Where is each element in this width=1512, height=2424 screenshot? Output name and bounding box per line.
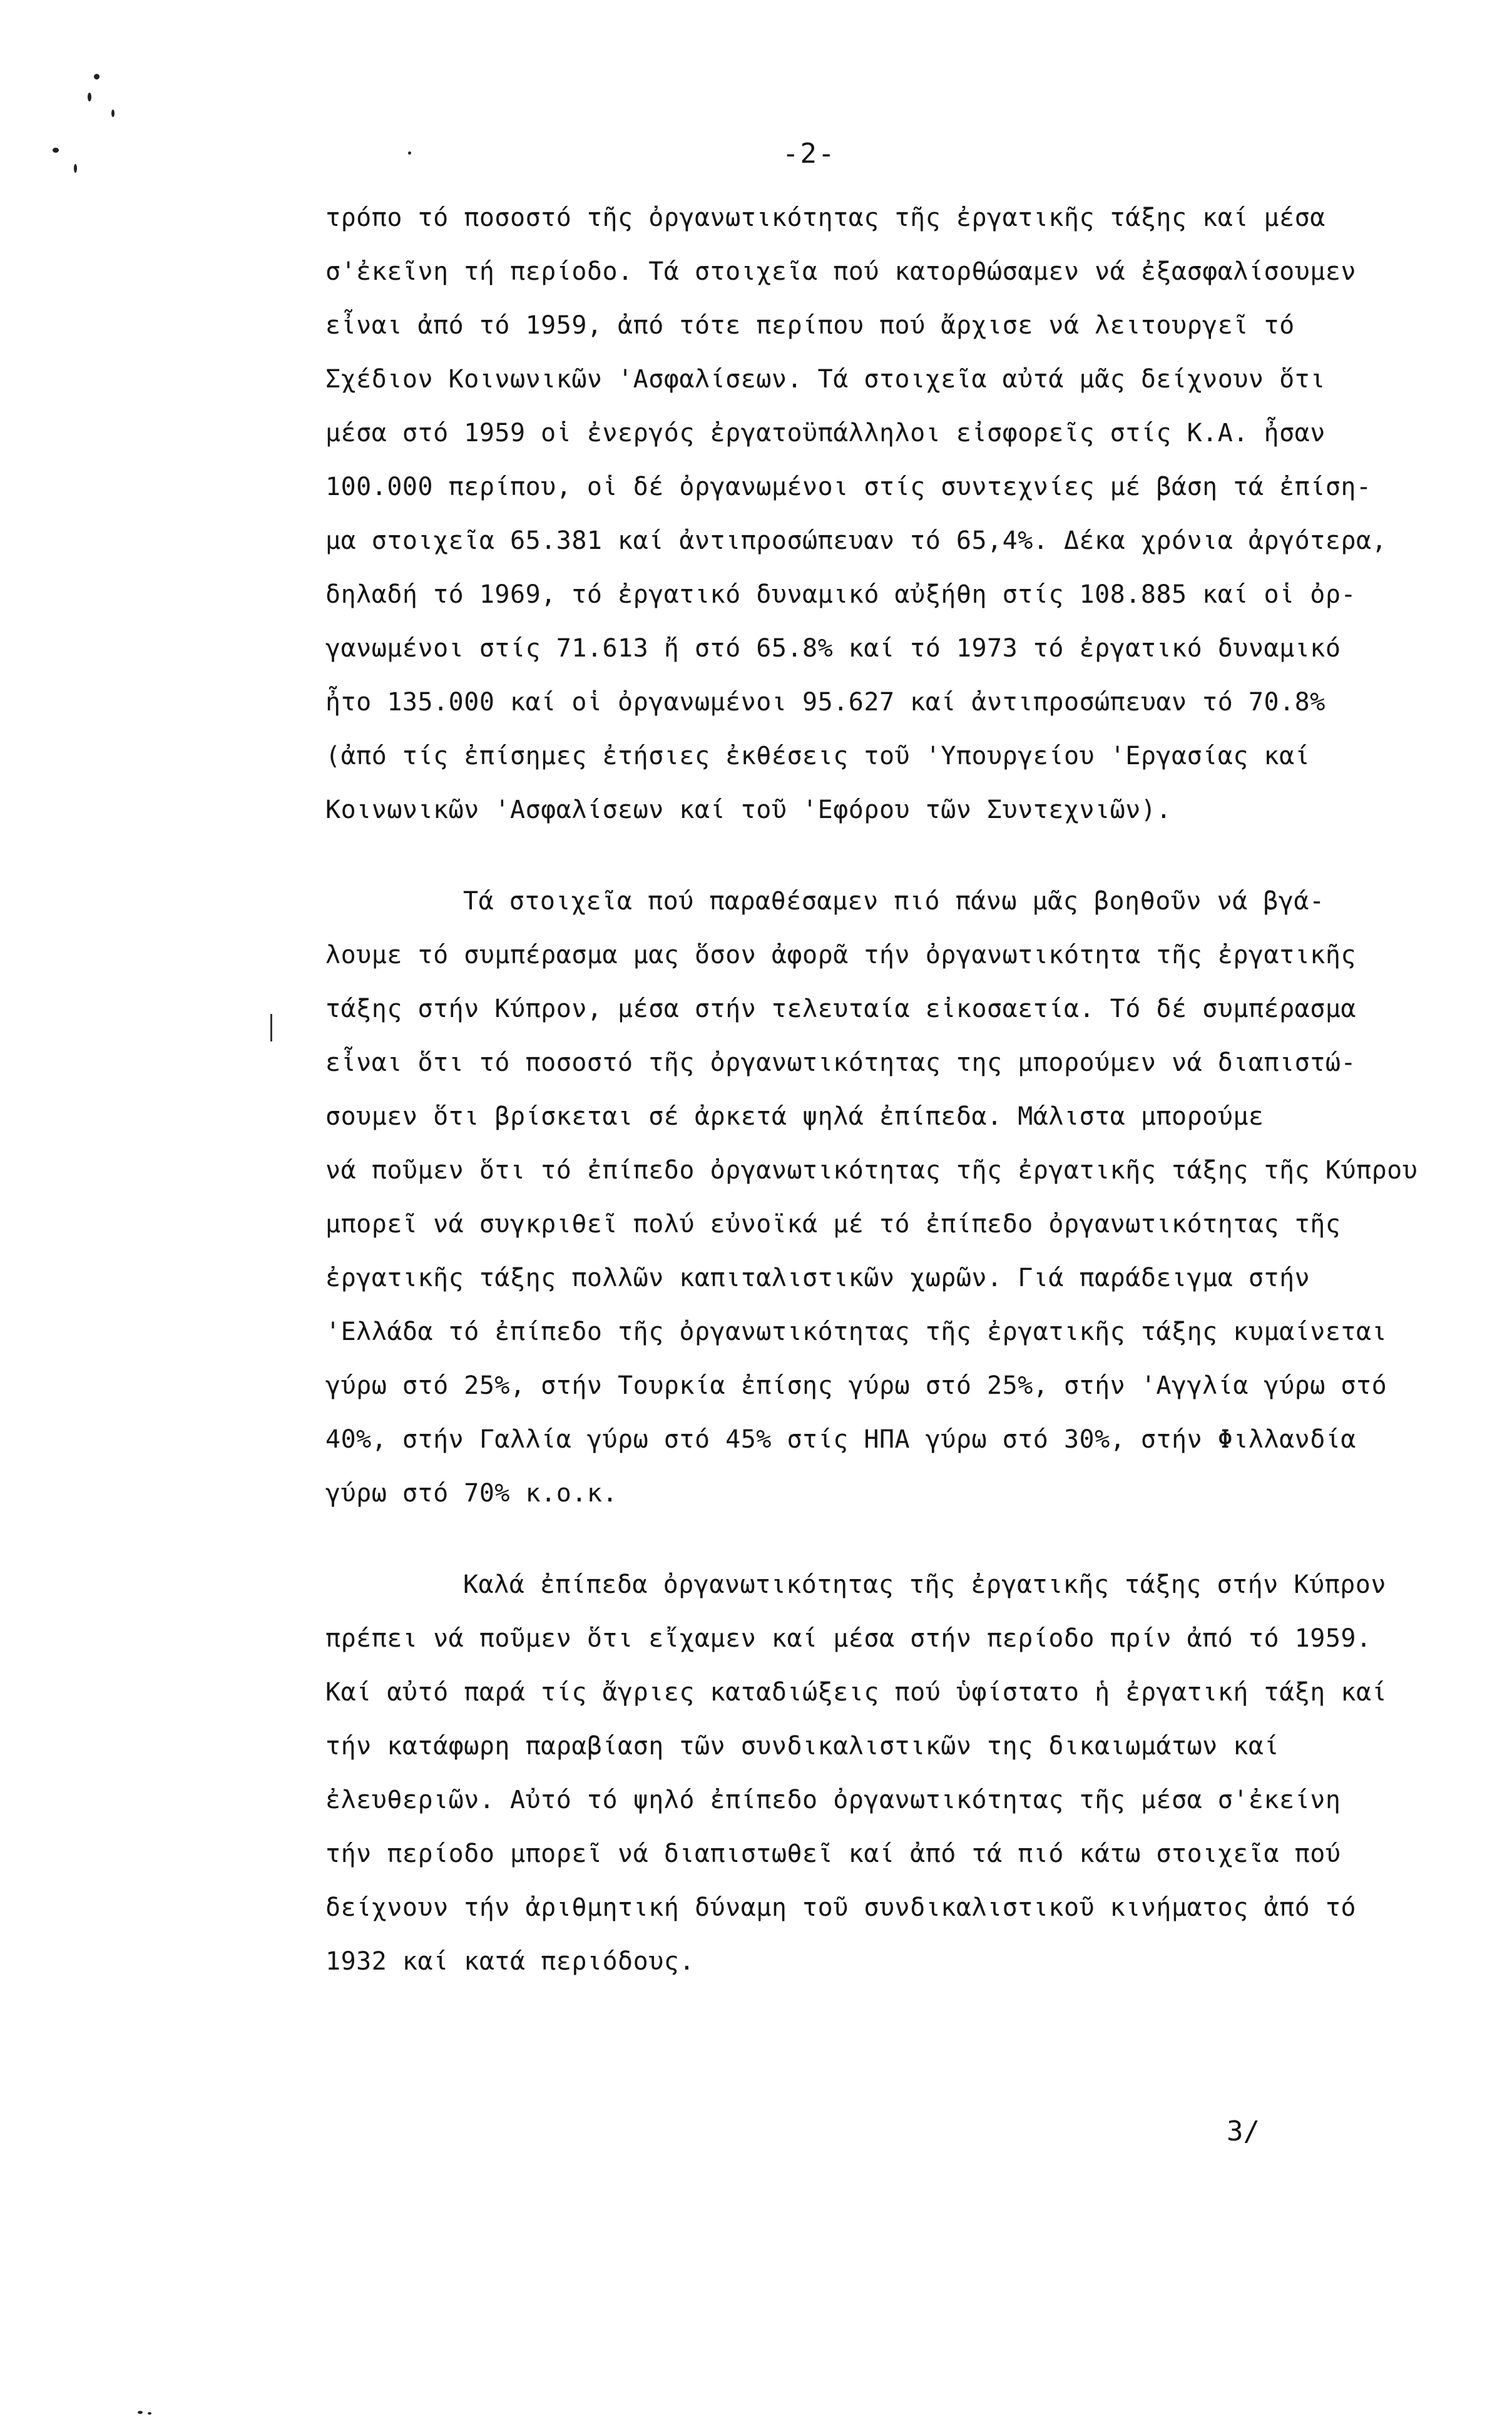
text-line: Σχέδιον Κοινωνικῶν 'Ασφαλίσεων. Τά στοιχεῖα αὐτά μᾶς δείχνουν ὅτι <box>325 365 1326 394</box>
body-text <box>325 191 1464 1988</box>
text-line: 'Ελλάδα τό ἐπίπεδο τῆς ὀργανωτικότητας τῆς ἐργατικῆς τάξης κυμαίνεται <box>325 1317 1387 1346</box>
text-line: ἐλευθεριῶν. Αὐτό τό ψηλό ἐπίπεδο ὀργανωτικότητας τῆς μέσα σ'ἐκείνη <box>325 1786 1341 1814</box>
text-line: 40%, στήν Γαλλία γύρω στό 45% στίς ΗΠΑ γύρω στό 30%, στήν Φιλλανδία <box>325 1425 1356 1454</box>
text-line: γύρω στό 25%, στήν Τουρκία ἐπίσης γύρω στό 25%, στήν 'Αγγλία γύρω στό <box>325 1371 1387 1400</box>
text-line: γύρω στό 70% κ.ο.κ. <box>325 1479 618 1508</box>
text-line: 1932 καί κατά περιόδους. <box>325 1947 695 1976</box>
next-page-marker: 3/ <box>1227 2115 1260 2147</box>
text-line: τάξης στήν Κύπρον, μέσα στήν τελευταία εἰκοσαετία. Τό δέ συμπέρασμα <box>325 995 1356 1023</box>
text-line: μέσα στό 1959 οἱ ἐνεργός ἐργατοϋπάλληλοι εἰσφορεῖς στίς Κ.Α. ἦσαν <box>325 419 1326 447</box>
text-line: ἦτο 135.000 καί οἱ ὀργανωμένοι 95.627 καί ἀντιπροσώπευαν τό 70.8% <box>325 688 1326 717</box>
text-line: (ἀπό τίς ἐπίσημες ἐτήσιες ἐκθέσεις τοῦ 'Υπουργείου 'Εργασίας καί <box>325 742 1310 770</box>
text-line: Καί αὐτό παρά τίς ἄγριες καταδιώξεις πού ὑφίστατο ἡ ἐργατική τάξη καί <box>325 1678 1387 1707</box>
scan-speck <box>74 164 77 173</box>
text-line: Τά στοιχεῖα πού παραθέσαμεν πιό πάνω μᾶς βοηθοῦν νά βγά- <box>463 887 1325 916</box>
text-line: σ'ἐκεῖνη τή περίοδο. Τά στοιχεῖα πού κατορθώσαμεν νά ἐξασφαλίσουμεν <box>325 257 1356 286</box>
scan-speck <box>138 2411 143 2414</box>
text-line: Κοινωνικῶν 'Ασφαλίσεων καί τοῦ 'Εφόρου τῶν Συντεχνιῶν). <box>325 795 1172 824</box>
paragraph-3 <box>325 1558 1464 1988</box>
text-line: Καλά ἐπίπεδα ὀργανωτικότητας τῆς ἐργατικῆς τάξης στήν Κύπρον <box>463 1570 1386 1599</box>
paragraph-2 <box>325 874 1464 1520</box>
text-line: τρόπο τό ποσοστό τῆς ὀργανωτικότητας τῆς ἐργατικῆς τάξης καί μέσα <box>325 203 1326 232</box>
text-line: ἐργατικῆς τάξης πολλῶν καπιταλιστικῶν χωρῶν. Γιά παράδειγμα στήν <box>325 1264 1310 1292</box>
paragraph-gap <box>325 1520 1464 1558</box>
paragraph-gap <box>325 837 1464 874</box>
text-line: λουμε τό συμπέρασμα μας ὅσον ἀφορᾶ τήν ὀργανωτικότητα τῆς ἐργατικῆς <box>325 941 1356 969</box>
text-line: νά ποῦμεν ὅτι τό ἐπίπεδο ὀργανωτικότητας τῆς ἐργατικῆς τάξης τῆς Κύπρου <box>325 1156 1418 1185</box>
scan-speck <box>94 74 100 79</box>
text-line: τήν κατάφωρη παραβίαση τῶν συνδικαλιστικῶν της δικαιωμάτων καί <box>325 1732 1280 1761</box>
scan-speck <box>408 151 411 155</box>
text-line: σουμεν ὅτι βρίσκεται σέ ἀρκετά ψηλά ἐπίπεδα. Μάλιστα μπορούμε <box>325 1102 1264 1131</box>
text-line: 100.000 περίπου, οἱ δέ ὀργανωμένοι στίς συντεχνίες μέ βάση τά ἐπίση- <box>325 473 1372 501</box>
text-line: μπορεῖ νά συγκριθεῖ πολύ εὐνοϊκά μέ τό ἐπίπεδο ὀργανωτικότητας τῆς <box>325 1210 1341 1239</box>
text-line: μα στοιχεῖα 65.381 καί ἀντιπροσώπευαν τό 65,4%. Δέκα χρόνια ἀργότερα, <box>325 526 1387 555</box>
paragraph-1 <box>325 191 1464 837</box>
text-line: εἶναι ὅτι τό ποσοστό τῆς ὀργανωτικότητας της μπορούμεν νά διαπιστώ- <box>325 1048 1356 1077</box>
page-number: -2- <box>782 138 836 170</box>
text-line: εἶναι ἀπό τό 1959, ἀπό τότε περίπου πού ἄρχισε νά λειτουργεῖ τό <box>325 311 1295 340</box>
scan-speck <box>88 93 91 101</box>
margin-mark <box>270 1014 272 1041</box>
text-line: γανωμένοι στίς 71.613 ἤ στό 65.8% καί τό 1973 τό ἐργατικό δυναμικό <box>325 634 1341 663</box>
scan-speck <box>53 148 59 153</box>
text-line: δηλαδή τό 1969, τό ἐργατικό δυναμικό αὐξήθη στίς 108.885 καί οἱ ὀρ- <box>325 580 1356 609</box>
text-line: δείχνουν τήν ἀριθμητική δύναμη τοῦ συνδικαλιστικοῦ κινήματος ἀπό τό <box>325 1893 1356 1922</box>
text-line: τήν περίοδο μπορεῖ νά διαπιστωθεῖ καί ἀπό τά πιό κάτω στοιχεῖα πού <box>325 1839 1341 1868</box>
scan-speck <box>148 2412 151 2415</box>
scan-speck <box>111 110 115 117</box>
text-line: πρέπει νά ποῦμεν ὅτι εἴχαμεν καί μέσα στήν περίοδο πρίν ἀπό τό 1959. <box>325 1624 1372 1653</box>
